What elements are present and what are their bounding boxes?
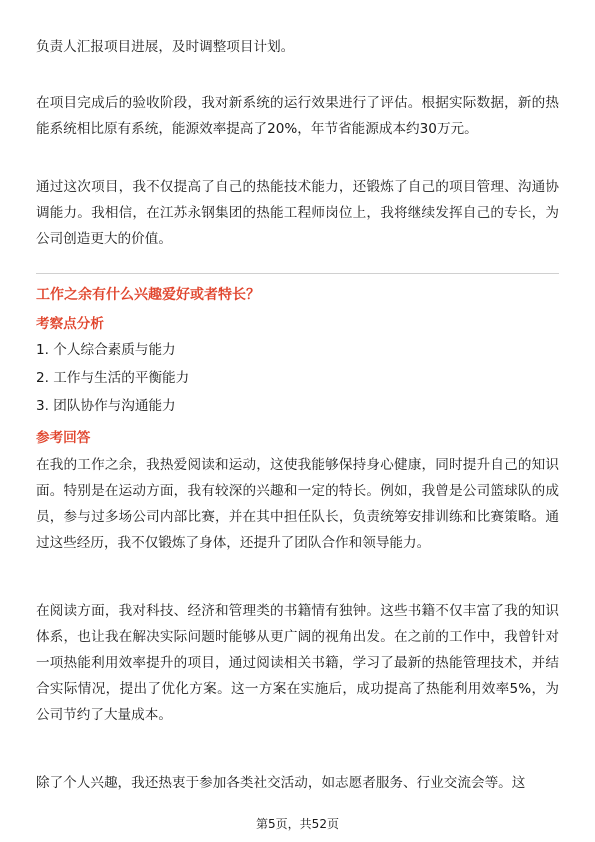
analysis-item-3: 3. 团队协作与沟通能力 (36, 398, 176, 414)
page-footer: 第5页，共52页 (256, 817, 339, 831)
answer-paragraph-1 (36, 452, 559, 556)
paragraph-text: 通过这次项目，我不仅提高了自己的热能技术能力，还锻炼了自己的项目管理、沟通协调能力。我相信，在江苏永钢集团的热能工程师岗位上，我将继续发挥自己的专长，为公司创造更大的价值。 (36, 179, 559, 247)
section-divider (36, 273, 559, 274)
paragraph-text: 在我的工作之余，我热爱阅读和运动，这使我能够保持身心健康，同时提升自己的知识面。特别是在运动方面，我有较深的兴趣和一定的特长。例如，我曾是公司篮球队的成员，参与过多场公司内部比赛，并在其中担任队长，负责统筹安排训练和比赛策略。通过这些经历，我不仅锻炼了身体，还提升了团队合作和领导能力。 (36, 457, 559, 551)
answer-paragraph-2 (36, 598, 559, 728)
analysis-label: 考察点分析 (36, 316, 104, 332)
analysis-item-1: 1. 个人综合素质与能力 (36, 342, 176, 358)
paragraph-1 (36, 34, 559, 60)
paragraph-3 (36, 174, 559, 252)
paragraph-text: 在项目完成后的验收阶段，我对新系统的运行效果进行了评估。根据实际数据，新的热能系统相比原有系统，能源效率提高了20%，年节省能源成本约30万元。 (36, 95, 559, 137)
analysis-item-2: 2. 工作与生活的平衡能力 (36, 370, 190, 386)
question-heading: 工作之余有什么兴趣爱好或者特长？ (36, 287, 260, 303)
answer-paragraph-3 (36, 770, 559, 796)
paragraph-text: 负责人汇报项目进展，及时调整项目计划。 (36, 39, 295, 55)
paragraph-2 (36, 90, 559, 142)
answer-label: 参考回答 (36, 430, 91, 446)
paragraph-text: 除了个人兴趣，我还热衷于参加各类社交活动，如志愿者服务、行业交流会等。这 (36, 775, 526, 791)
paragraph-text: 在阅读方面，我对科技、经济和管理类的书籍情有独钟。这些书籍不仅丰富了我的知识体系，也让我在解决实际问题时能够从更广阔的视角出发。在之前的工作中，我曾针对一项热能利用效率提升的项目，通过阅读相关书籍，学习了最新的热能管理技术，并结合实际情况，提出了优化方案。这一方案在实施后，成功提高了热能利用效率5%，为公司节约了大量成本。 (36, 603, 559, 723)
